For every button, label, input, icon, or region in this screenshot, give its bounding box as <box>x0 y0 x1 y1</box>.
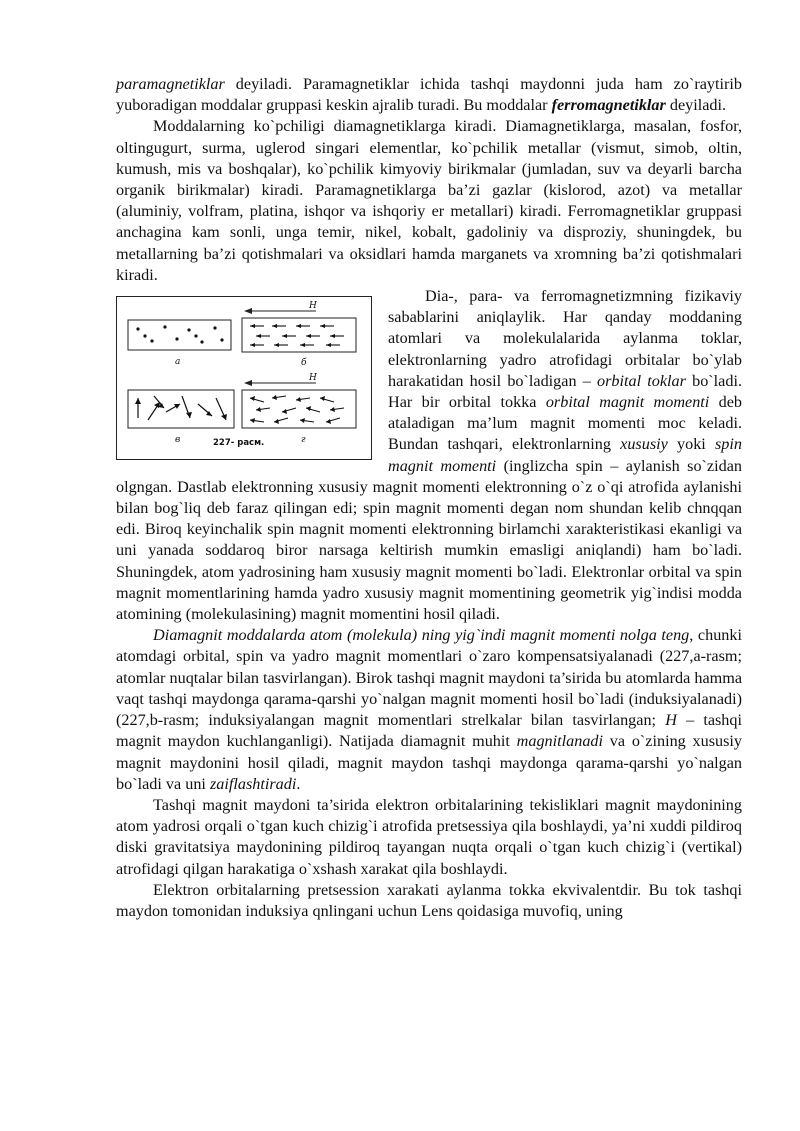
panel-d-label: г <box>301 435 306 446</box>
paragraph-4: Diamagnit moddalarda atom (molekula) ning yig`indi magnit momenti nolga teng, chunki atomdagi orbital, spin va yadro magnit momentlari o`zaro kompensatsiyalanadi (227,a-rasm; atomlar nuqtalar bilan tasvirlangan). Birok tashqi magnit maydoni ta’sirida bu atomlarda hamma vaqt tashqi maydonga qarama-qarshi yo`nalgan magnit momenti hosil bo`ladi (induksiyalanadi) (227,b-rasm; induksiyalangan magnit momentlari strelkalar bilan tasvirlangan; H – tashqi magnit maydon kuchlanganligi). Natijada diamagnit muhit magnitlanadi va o`zining xususiy magnit maydonini hosil qiladi, magnit maydon tashqi maydonga qarama-qarshi yo`nalgan bo`ladi va uni zaiflashtiradi. <box>116 626 742 793</box>
paragraph-5: Tashqi magnit maydoni ta’sirida elektron orbitalarining tekisliklari magnit maydonining atom yadrosi orqali o`tgan kuch chizig`i atrofida pretsessiya qila boshlaydi, ya’ni xuddi pildiroq diski gravitatsiya maydonining pildiroq tayangan nuqta orqali o`tgan kuch chizig`i (vertikal) atrofidagi qilgan harakatiga o`xshash xarakat qila boshlaydi. <box>116 795 742 878</box>
document-page <box>116 74 742 922</box>
term-xususiy: xususiy <box>620 435 668 454</box>
panel-a-label: a <box>175 357 181 368</box>
diamagnetic-statement: Diamagnit moddalarda atom (molekula) ning yig`indi magnit momenti nolga teng <box>153 626 690 645</box>
term-zaiflashtiradi: zaiflashtiradi <box>209 774 297 793</box>
panel-b-label: б <box>301 358 307 369</box>
paragraph-2: Moddalarning ko`pchiligi diamagnetiklarga kiradi. Diamagnetiklarga, masalan, fosfor, oltingugurt, surma, uglerod singari elementlar, ko`pchilik metallar (vismut, simob, oltin, kumush, mis va boshqalar), ko`pchilik kimyoviy birikmalar (jumladan, suv va deyarli barcha organik birikmalar) kiradi. Paramagnetiklarga ba’zi gazlar (kislorod, azot) va metallar (aluminiy, volfram, platina, ishqor va ishqoriy er metallari) kiradi. Ferromagnetiklar gruppasi anchagina kam sonli, unga temir, nikel, kobalt, gadoliniy va disproziy, shuningdek, bu metallarning ba’zi qotishmalari va oksidlari hamda marganets va xromning ba’zi qotishmalari kiradi. <box>116 117 742 284</box>
figure-caption: 227- рacм. <box>213 438 265 449</box>
term-orbital-magnit-momenti: orbital magnit momenti <box>545 393 710 412</box>
field-label-bottom: H <box>309 373 317 384</box>
panel-a-box <box>128 320 231 350</box>
panel-c-arrows <box>138 396 226 420</box>
field-label-top: H <box>309 301 317 312</box>
term-orbital-toklar: orbital toklar <box>597 371 686 390</box>
term-paramagnetiklar: paramagnetiklar <box>116 75 225 93</box>
panel-c-box <box>128 390 234 428</box>
figure-227 <box>116 292 374 462</box>
paragraph-6: Elektron orbitalarning pretsession xarakati aylanma tokka ekvivalentdir. Bu tok tashqi maydon tomonidan induksiya qnlingani uchun Lens qoidasiga muvofiq, uning <box>116 880 742 920</box>
term-spin-magnit-momenti: spin magnit momenti <box>388 435 742 475</box>
symbol-H: H <box>665 711 677 730</box>
term-magnitlanadi: magnitlanadi <box>516 732 604 751</box>
panel-b-arrows <box>250 326 344 345</box>
panel-c-label: в <box>175 435 181 446</box>
panel-a-atoms <box>136 325 223 343</box>
paragraph-1: paramagnetiklar deyiladi. Paramagnetiklar ichida tashqi maydonni juda ham zo`raytirib yuboradigan moddalar gruppasi keskin ajralib turadi. Bu moddalar ferromagnetiklar deyiladi. <box>116 75 742 115</box>
term-ferromagnetiklar: ferromagnetiklar <box>551 96 666 115</box>
paragraph-3: Dia-, para- va ferromagnetizmning fizikaviy sabablarini aniqlaylik. Har qanday moddaning atomlari va molekulalarida aylanma toklar, elektronlarning yadro atrofidagi orbitalar bo`ylab harakatidan hosil bo`ladigan – orbital toklar bo`ladi. Har bir orbital tokka orbital magnit momenti deb ataladigan ma’lum magnit momenti moc keladi. Bundan tashqari, elektronlarning xususiy yoki spin magnit momenti (inglizcha spin – aylanish so`zidan olgngan. Dastlab elektronning xususiy magnit momenti elektronning o`z o`qi atrofida aylanishi bilan bog`liq deb faraz qilingan edi; spin magnit momenti degan nom shundan kelib chnqqan edi. Biroq keyinchalik spin magnit momenti elektronning birlamchi xarakteristikasi ekanligi va uni yanada soddaroq biror narsaga keltirish mumkin emasligi aniqlandi) ham bo`ladi. Shuningdek, atom yadrosining ham xususiy magnit momenti bo`ladi. Elektronlar orbital va spin magnit momentlarining hamda yadro xususiy magnit momentining geometrik yig`indisi modda atomining (molekulasining) magnit momentini hosil qiladi. <box>116 287 743 624</box>
